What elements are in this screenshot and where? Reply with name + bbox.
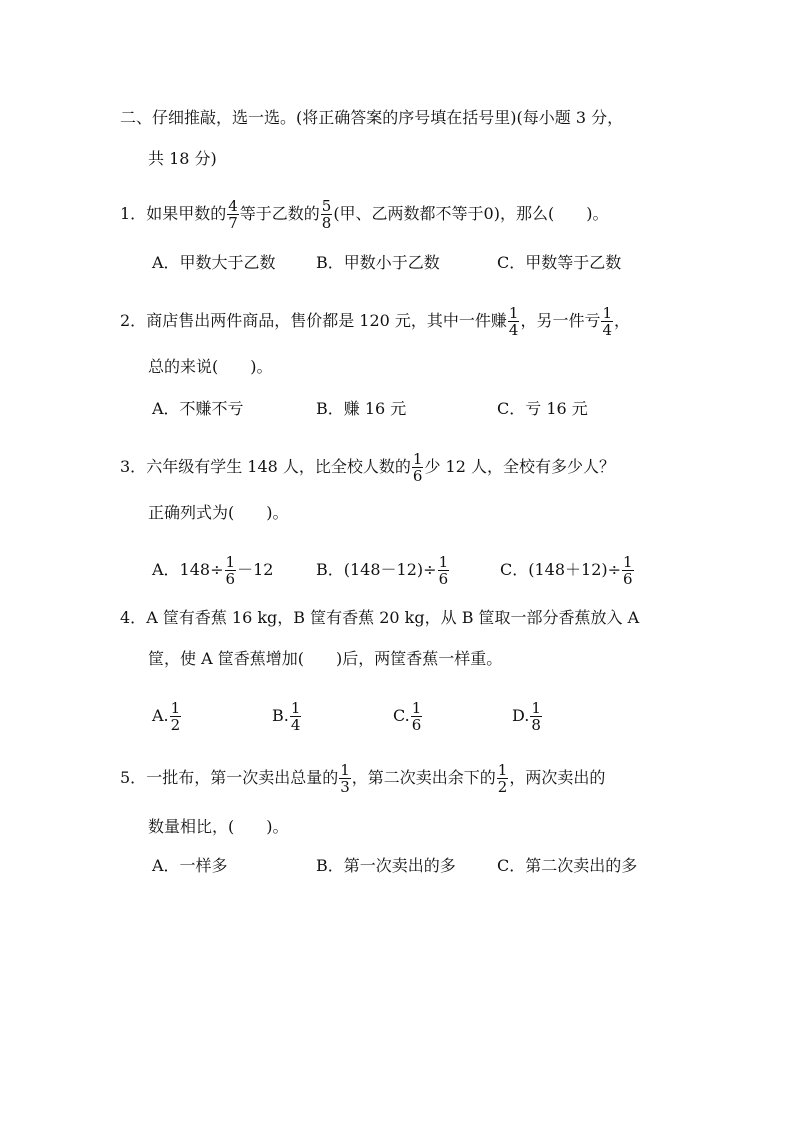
question-text: 等于乙数的 (239, 204, 320, 223)
option-b[interactable]: B．第一次卖出的多 (316, 856, 456, 875)
fraction-numerator: 1 (438, 553, 449, 571)
option-c[interactable]: C．亏 16 元 (497, 399, 588, 418)
fraction (227, 198, 239, 231)
fraction-numerator: 1 (497, 761, 508, 779)
option-b[interactable]: B．甲数小于乙数 (316, 253, 440, 272)
fraction-numerator: 1 (290, 699, 301, 717)
option-label: B. (272, 706, 289, 725)
fraction-numerator: 1 (411, 699, 422, 717)
fraction-numerator: 1 (602, 304, 613, 322)
fraction-denominator: 4 (508, 321, 519, 339)
question-text: 少 12 人，全校有多少人？ (424, 457, 615, 476)
question-number: 1． (120, 204, 147, 223)
option-text: B．(148－12)÷ (316, 560, 437, 579)
fraction (508, 305, 520, 338)
option-b[interactable]: B．赚 16 元 (316, 399, 407, 418)
fraction-denominator: 8 (321, 214, 332, 232)
fraction (225, 554, 237, 587)
fraction (438, 554, 450, 587)
fraction-denominator: 6 (623, 570, 633, 588)
option-c[interactable] (500, 554, 635, 587)
fraction-numerator: 1 (508, 304, 519, 322)
fraction-numerator: 1 (170, 699, 181, 717)
fraction (321, 198, 333, 231)
question-4 (120, 608, 639, 628)
option-label: C. (393, 706, 410, 725)
option-label: A. (152, 706, 169, 725)
question-2-line2: 总的来说( )。 (148, 357, 273, 376)
question-text: ， (614, 311, 631, 330)
fraction-denominator: 3 (340, 778, 350, 796)
fraction-numerator: 5 (321, 197, 332, 215)
option-text: －12 (237, 560, 274, 579)
option-b[interactable] (316, 554, 450, 587)
option-label: D. (512, 706, 530, 725)
fraction-denominator: 8 (531, 716, 541, 734)
option-a[interactable] (152, 554, 273, 587)
question-text: 六年级有学生 148 人，比全校人数的 (146, 457, 411, 476)
question-4-line2: 筐，使 A 筐香蕉增加( )后，两筐香蕉一样重。 (148, 649, 503, 668)
question-5-line2: 数量相比，( )。 (148, 817, 289, 836)
fraction-denominator: 6 (412, 467, 423, 485)
question-5 (120, 762, 605, 795)
fraction-denominator: 7 (228, 214, 238, 232)
question-text: 如果甲数的 (146, 204, 227, 223)
question-text: ，两次卖出的 (509, 768, 606, 787)
question-text: ，第二次卖出余下的 (351, 768, 496, 787)
question-text: A 筐有香蕉 16 kg，B 筐有香蕉 20 kg，从 B 筐取一部分香蕉放入 A (146, 608, 640, 627)
fraction-denominator: 6 (411, 716, 422, 734)
fraction (411, 700, 423, 733)
question-3 (120, 451, 615, 484)
option-a[interactable]: A．不赚不亏 (152, 399, 244, 418)
option-c[interactable] (393, 700, 423, 733)
fraction-numerator: 1 (531, 699, 541, 717)
fraction-denominator: 6 (438, 570, 449, 588)
question-1 (120, 198, 608, 231)
question-text: 一批布，第一次卖出总量的 (146, 768, 339, 787)
question-text: 商店售出两件商品，售价都是 120 元，其中一件赚 (146, 311, 507, 330)
fraction (622, 554, 634, 587)
fraction (339, 762, 351, 795)
fraction (170, 700, 182, 733)
fraction-denominator: 6 (225, 570, 236, 588)
fraction (601, 305, 613, 338)
fraction-numerator: 4 (228, 197, 238, 215)
option-d[interactable] (512, 700, 543, 733)
fraction-numerator: 1 (340, 761, 350, 779)
fraction-denominator: 2 (497, 778, 508, 796)
section-title-line2: 共 18 分) (148, 149, 217, 168)
fraction-numerator: 1 (412, 450, 423, 468)
question-text: ，另一件亏 (520, 311, 601, 330)
fraction (290, 700, 302, 733)
question-text: (甲、乙两数都不等于0)，那么( )。 (333, 204, 609, 223)
option-a[interactable] (152, 700, 182, 733)
fraction-numerator: 1 (623, 553, 633, 571)
fraction-denominator: 4 (602, 321, 613, 339)
option-c[interactable]: C．第二次卖出的多 (497, 856, 638, 875)
option-a[interactable]: A．甲数大于乙数 (152, 253, 276, 272)
section-title-line1: 二、仔细推敲，选一选。(将正确答案的序号填在括号里)(每小题 3 分， (120, 108, 624, 127)
question-number: 3． (120, 457, 147, 476)
option-c[interactable]: C．甲数等于乙数 (497, 253, 622, 272)
question-2 (120, 305, 630, 338)
fraction (412, 451, 424, 484)
option-text: C．(148＋12)÷ (500, 560, 622, 579)
option-a[interactable]: A．一样多 (152, 856, 228, 875)
question-number: 4． (120, 608, 147, 627)
fraction-numerator: 1 (225, 553, 236, 571)
fraction-denominator: 2 (170, 716, 181, 734)
fraction-denominator: 4 (290, 716, 301, 734)
question-number: 2． (120, 311, 147, 330)
fraction (530, 700, 542, 733)
question-number: 5． (120, 768, 147, 787)
option-text: A．148÷ (152, 560, 224, 579)
question-3-line2: 正确列式为( )。 (148, 503, 289, 522)
option-b[interactable] (272, 700, 302, 733)
fraction (497, 762, 509, 795)
